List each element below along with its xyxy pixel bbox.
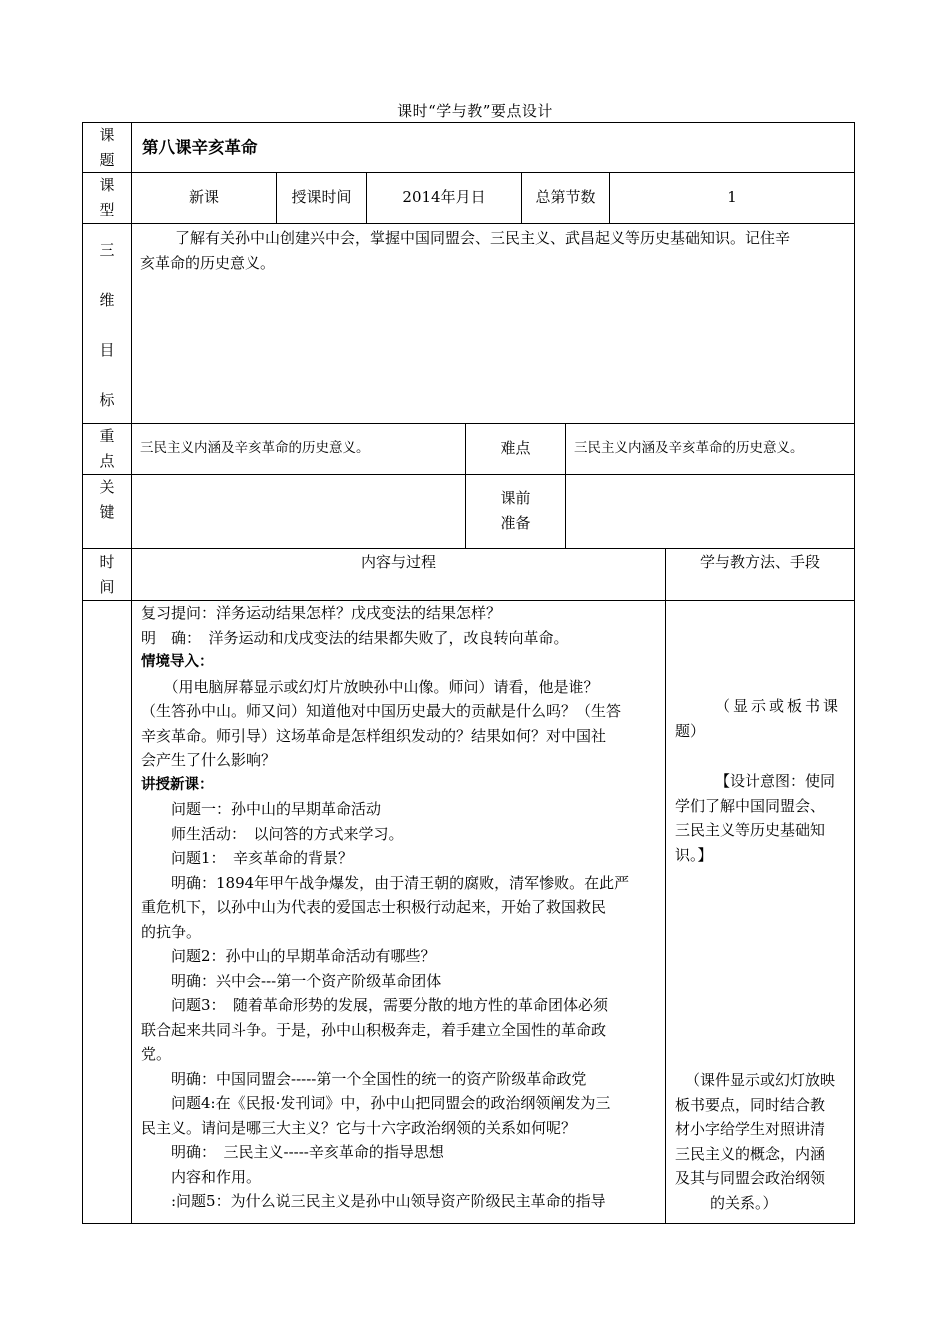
content-column-label: 内容与过程: [360, 553, 436, 571]
time-column-label: 时 间: [99, 553, 115, 596]
content-line: （用电脑屏幕显示或幻灯片放映孙中山像。师问）请看，他是谁？: [141, 677, 599, 696]
content-line: 复习提问：洋务运动结果怎样？戊戌变法的结果怎样？: [141, 604, 502, 622]
content-line: 明确：1894年甲午战争爆发，由于清王朝的腐败，清军惨败。在此严: [141, 873, 630, 892]
content-line: 问题一：孙中山的早期革命活动: [141, 800, 382, 818]
teaching-time-label: 授课时间: [291, 188, 352, 206]
method-column-label: 学与教方法、手段: [699, 553, 820, 571]
total-sessions-label: 总第节数: [535, 188, 596, 206]
content-line: 民主义。请问是哪三大主义？它与十六字政治纲领的关系如何呢？: [141, 1118, 577, 1137]
total-sessions-value: 1: [727, 188, 737, 206]
content-line: :问题5：为什么说三民主义是孙中山领导资产阶级民主革命的指导: [141, 1192, 606, 1210]
content-line: 问题3： 随着革命形势的发展，需要分散的地方性的革命团体必须: [141, 996, 609, 1014]
preparation-label: 课前 准备: [500, 489, 531, 532]
content-line: 明确：中国同盟会-----第一个全国性的统一的资产阶级革命政党: [141, 1069, 587, 1088]
content-line: 党。: [141, 1045, 172, 1063]
content-line: （生答孙中山。师又问）知道他对中国历史最大的贡献是什么吗？（生答: [141, 702, 622, 720]
content-line: 重危机下，以孙中山为代表的爱国志士积极行动起来，开始了救国救民: [141, 898, 607, 916]
crux-label: 关 键: [99, 478, 115, 521]
content-line: 问题2：孙中山的早期革命活动有哪些？: [141, 947, 436, 965]
lesson-content: [141, 601, 629, 1214]
section-heading: 情境导入：: [141, 654, 214, 670]
side-note-courseware: （课件显示或幻灯放映 板书要点，同时结合教 材小字给学生对照讲清 三民主义的概念，内涵 及其与同盟会政治纲领 的关系。）: [675, 1071, 836, 1212]
content-line: 问题4:在《民报·发刊词》中，孙中山把同盟会的政治纲领阐发为三: [141, 1094, 611, 1112]
content-line: 师生活动： 以问答的方式来学习。: [141, 824, 404, 843]
document-title: 课时“学与教”要点设计: [397, 102, 553, 120]
key-point-label: 重 点: [99, 427, 115, 470]
type-value: 新课: [188, 188, 219, 206]
difficult-point-value: 三民主义内涵及辛亥革命的历史意义。: [574, 440, 804, 456]
side-note-design-intent: 【设计意图：使同 学们了解中国同盟会、 三民主义等历史基础知 识。】: [675, 772, 836, 864]
type-label: 课 型: [99, 176, 115, 219]
content-line: 明确： 三民主义-----辛亥革命的指导思想: [141, 1143, 444, 1161]
content-line: 会产生了什么影响？: [141, 751, 277, 769]
content-line: 联合起来共同斗争。于是，孙中山积极奔走，着手建立全国性的革命政: [141, 1020, 607, 1039]
goals-label: 三 维 目 标: [99, 241, 115, 409]
section-heading: 讲授新课：: [141, 776, 214, 793]
goals-text: 了解有关孙中山创建兴中会，掌握中国同盟会、三民主义、武昌起义等历史基础知识。记住辛 亥革命的历史意义。: [140, 229, 791, 272]
content-line: 明确：兴中会---第一个资产阶级革命团体: [141, 971, 442, 990]
content-line: 明 确： 洋务运动和戊戌变法的结果都失败了，改良转向革命。: [141, 628, 569, 647]
content-line: 内容和作用。: [141, 1167, 262, 1186]
key-point-value: 三民主义内涵及辛亥革命的历史意义。: [140, 440, 370, 456]
content-line: 辛亥革命。师引导）这场革命是怎样组织发动的？结果如何？对中国社: [141, 726, 607, 745]
topic-label: 课 题: [99, 126, 115, 169]
content-line: 的抗争。: [141, 922, 202, 941]
difficult-point-label: 难点: [500, 439, 531, 457]
side-note-display-title: （显示或板书课 题）: [675, 697, 842, 740]
content-line: 问题1： 辛亥革命的背景？: [141, 849, 354, 867]
teaching-time-value: 2014年月日: [402, 188, 486, 206]
lesson-title: 第八课辛亥革命: [142, 138, 258, 157]
